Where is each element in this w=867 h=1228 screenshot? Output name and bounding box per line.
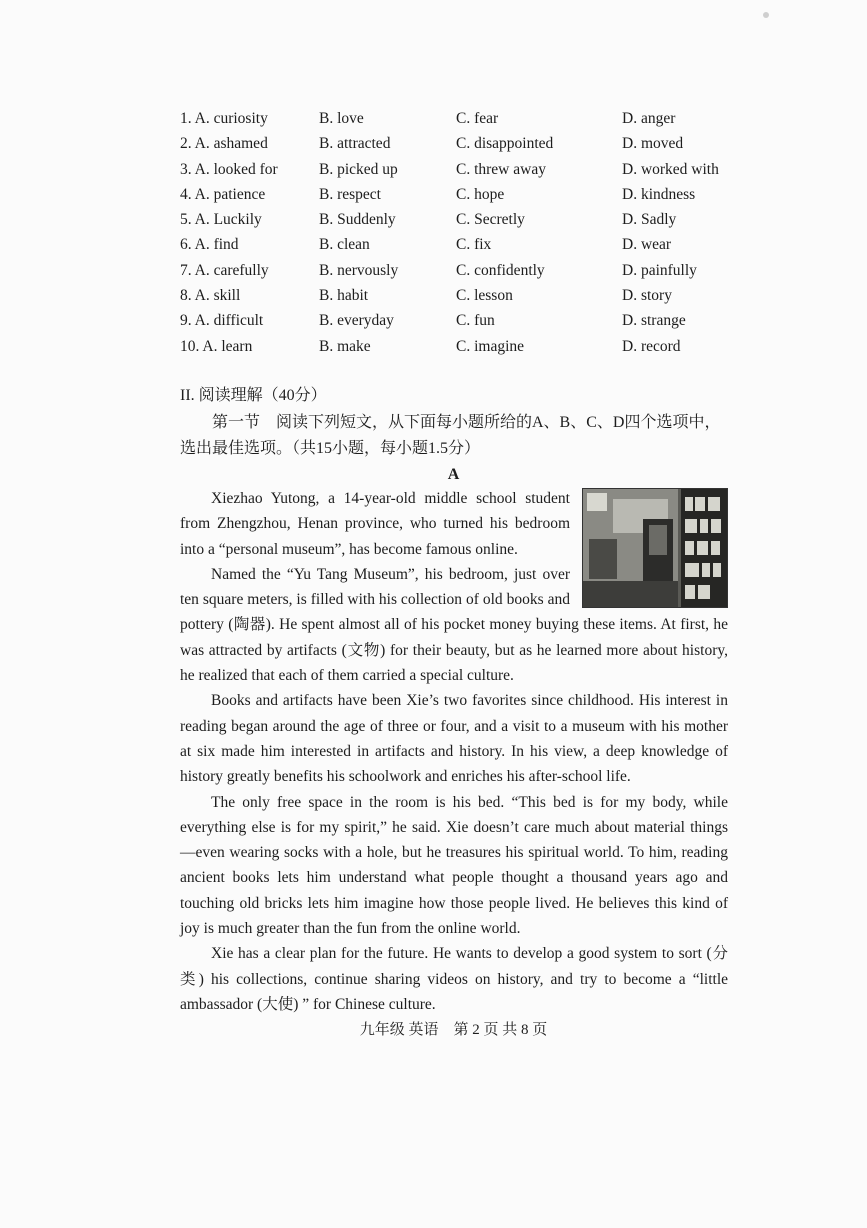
option-row (180, 106, 740, 131)
option-choice: 6. A. find (180, 236, 239, 254)
option-choice: D. story (622, 287, 672, 305)
option-choice: C. confidently (456, 261, 545, 279)
option-choice: C. fun (456, 312, 495, 330)
option-row (180, 258, 740, 283)
option-choice: C. imagine (456, 337, 525, 355)
option-choice: D. kindness (622, 185, 696, 203)
option-choice: C. lesson (456, 287, 513, 305)
page-footer: 九年级 英语 第 2 页 共 8 页 (359, 1022, 548, 1038)
option-row (180, 334, 740, 359)
option-choice: B. nervously (319, 261, 399, 279)
option-choice: B. habit (319, 287, 369, 305)
passage-paragraph: Books and artifacts have been Xie’s two favorites since childhood. His interest in reading began around the age of three or four, and a visit to a museum with his mother at six made him interested in artifacts and history. In his view, a deep knowledge of history greatly benefits his schoolwork and enriches his after-school life. (180, 692, 728, 786)
option-choice: B. Suddenly (319, 211, 396, 229)
option-choice: D. worked with (622, 160, 719, 178)
option-choice: B. everyday (319, 312, 394, 330)
option-choice: 3. A. looked for (180, 160, 278, 178)
option-choice: B. make (319, 337, 371, 355)
scan-mark (763, 12, 769, 18)
option-choice: D. anger (622, 110, 676, 127)
option-choice: B. attracted (319, 135, 391, 153)
option-row (180, 207, 740, 232)
option-choice: 10. A. learn (180, 337, 253, 355)
option-choice: B. picked up (319, 160, 398, 178)
option-choice: C. threw away (456, 160, 546, 178)
option-choice: C. Secretly (456, 211, 525, 229)
passage-a (180, 486, 728, 1017)
option-choice: D. Sadly (622, 211, 677, 229)
option-choice: B. respect (319, 185, 381, 203)
passage-paragraph: The only free space in the room is his bed. “This bed is for my body, while everything else is for my spirit,” he said. Xie doesn’t care much about material things —even wearing socks with a hole, but he treasures his spiritual world. To him, reading ancient books lets him understand what people thought a thousand years ago and touching old bricks lets him imagine how those people lived. He believes this kind of joy is much greater than the fun from the online world. (180, 793, 728, 938)
option-choice: D. painfully (622, 261, 697, 279)
option-choice: 7. A. carefully (180, 261, 269, 279)
option-choice: B. love (319, 110, 364, 127)
option-row (180, 308, 740, 333)
option-row (180, 283, 740, 308)
option-choice: 9. A. difficult (180, 312, 264, 330)
option-choice: B. clean (319, 236, 370, 254)
section-title: II. 阅读理解（40分） (180, 387, 327, 404)
passage-paragraph: Named the “Yu Tang Museum”, his bedroom, just over ten square meters, is filled with his collection of old books and pottery (陶器). He spent almost all of his pocket money buying these items. At first, he was attracted by artifacts (文物) for their beauty, but as he learned more about history, he realized that each of them carried a special culture. (180, 565, 728, 685)
option-row (180, 232, 740, 257)
passage-paragraph: Xiezhao Yutong, a 14-year-old middle school student from Zhengzhou, Henan province, who turned his bedroom into a “personal museum”, has become famous online. (180, 490, 570, 558)
section-instructions: 第一节 阅读下列短文，从下面每小题所给的A、B、C、D四个选项中，选出最佳选项。（共15小题，每小题1.5分） (180, 414, 721, 457)
bedroom-museum-photo (582, 488, 728, 608)
option-choice: C. fix (456, 236, 492, 254)
option-choice: 2. A. ashamed (180, 135, 268, 153)
passage-paragraph: Xie has a clear plan for the future. He wants to develop a good system to sort (分类) his collections, continue sharing videos on history, and try to become a “little ambassador (大使) ” for Chinese culture. (180, 945, 728, 1013)
option-row (180, 131, 740, 156)
option-choice: 5. A. Luckily (180, 211, 262, 229)
option-choice: D. wear (622, 236, 672, 254)
option-choice: 4. A. patience (180, 185, 266, 203)
option-choice: D. moved (622, 135, 684, 153)
option-choice: D. record (622, 337, 681, 355)
option-choice: C. disappointed (456, 135, 554, 153)
option-row (180, 157, 740, 182)
option-choice: 1. A. curiosity (180, 110, 268, 127)
option-choice: C. hope (456, 185, 505, 203)
option-row (180, 182, 740, 207)
option-choice: 8. A. skill (180, 287, 241, 305)
passage-label: A (447, 466, 460, 483)
answer-options-table (180, 106, 740, 359)
option-choice: C. fear (456, 110, 499, 127)
option-choice: D. strange (622, 312, 686, 330)
